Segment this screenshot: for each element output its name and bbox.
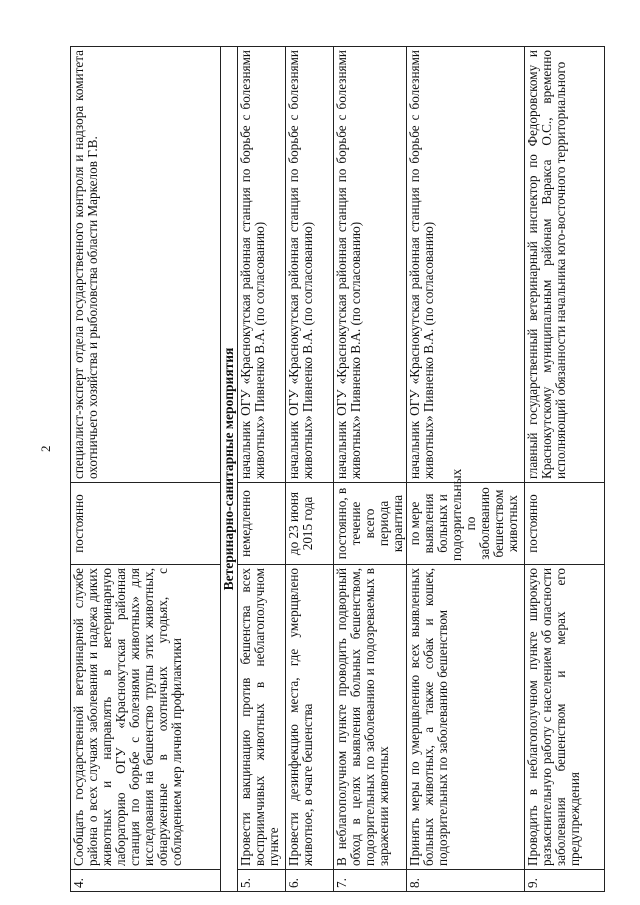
table-row — [334, 47, 407, 892]
term-cell: до 23 июня 2015 года — [286, 483, 334, 565]
action-cell: Провести вакцинацию против бешенства всех восприимчивых животных в неблагополучном пункте — [238, 565, 286, 870]
rotated-page — [70, 47, 605, 892]
term-cell: постоянно — [525, 483, 605, 565]
responsible-cell: начальник ОГУ «Краснокутская районная станция по борьбе с болезнями животных» Пивненко В.А. (по согласованию) — [286, 47, 334, 483]
table-row — [286, 47, 334, 892]
measures-table — [70, 46, 605, 892]
term-cell: постоянно — [71, 483, 221, 565]
action-cell: Проводить в неблагополучном пункте широкую разъяснительную работу с населением об опасности заболевания бешенством и мерах его предупреждения — [525, 565, 605, 870]
section-row — [221, 47, 238, 892]
term-cell: немедленно — [238, 483, 286, 565]
table-row — [238, 47, 286, 892]
responsible-cell: специалист-эксперт отдела государственного контроля и надзора комитета охотничьего хозяйства и рыболовства области Маркелов Г.В. — [71, 47, 221, 483]
row-number: 4. — [71, 870, 221, 892]
action-cell: Принять меры по умерщвлению всех выявленных больных животных, а также собак и кошек, подозрительных по заболеванию бешенством — [407, 565, 525, 870]
row-number: 6. — [286, 870, 334, 892]
page-number: 2 — [38, 445, 53, 452]
table-row — [71, 47, 221, 892]
term-cell: по мере выявления больных и подозрительных по заболеванию бешенством животных — [407, 483, 525, 565]
responsible-cell: главный государственный ветеринарный инспектор по Федоровскому и Краснокутскому муниципальным районам Варакса О.С., временно исполняющий обязанности начальника юго-восточного территориального — [525, 47, 605, 483]
row-number: 7. — [334, 870, 407, 892]
action-cell: Сообщать государственной ветеринарной службе района о всех случаях заболевания и падежа диких животных и направлять в ветеринарную лабораторию ОГУ «Краснокутская районная станция по борьбе с болезнями животных» для исследования на бешенство трупы этих животных, обнаруженные в охотничьих угодьях, с соблюдением мер личной профилактики — [71, 565, 221, 870]
responsible-cell: начальник ОГУ «Краснокутская районная станция по борьбе с болезнями животных» Пивненко В.А. (по согласованию) — [334, 47, 407, 483]
row-number: 8. — [407, 870, 525, 892]
table-row — [407, 47, 525, 892]
action-cell: Провести дезинфекцию места, где умерщвлено животное, в очаге бешенства — [286, 565, 334, 870]
responsible-cell: начальник ОГУ «Краснокутская районная станция по борьбе с болезнями животных» Пивненко В.А. (по согласованию) — [407, 47, 525, 483]
term-cell: постоянно, в течение всего периода карантина — [334, 483, 407, 565]
action-cell: В неблагополучном пункте проводить подворный обход в целях выявления больных бешенством, подозрительных по заболеванию и подозреваемых в заражении животных — [334, 565, 407, 870]
responsible-cell: начальник ОГУ «Краснокутская районная станция по борьбе с болезнями животных» Пивненко В.А. (по согласованию) — [238, 47, 286, 483]
row-number: 9. — [525, 870, 605, 892]
section-title: Ветеринарно-санитарные мероприятия — [221, 47, 238, 892]
row-number: 5. — [238, 870, 286, 892]
table-row — [525, 47, 605, 892]
